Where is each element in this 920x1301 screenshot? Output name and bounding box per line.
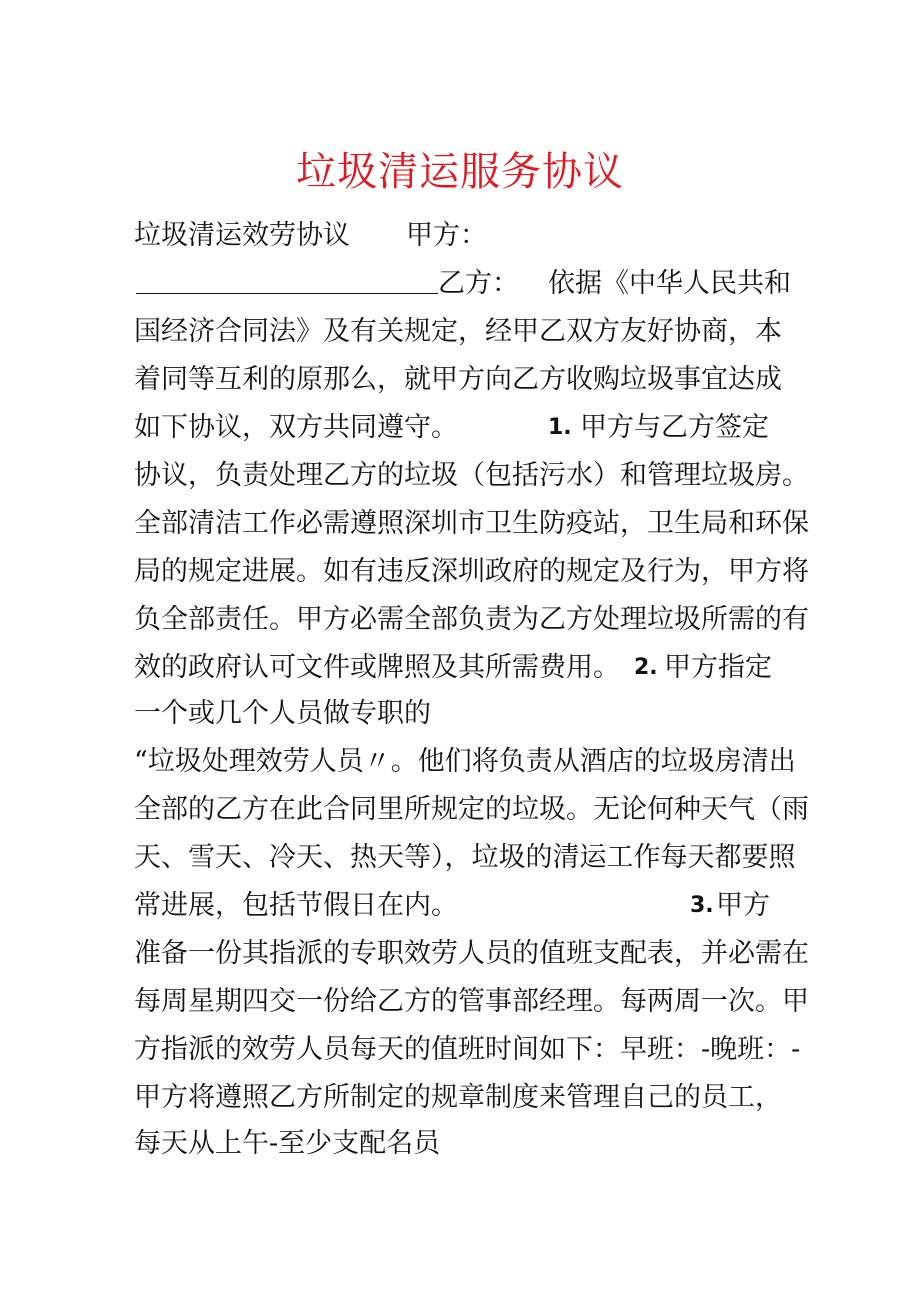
body-text: 甲方 <box>716 890 770 921</box>
body-line <box>134 408 794 448</box>
body-text: 每周星期四交一份给乙方的管事部经理。每两周一次。甲 <box>134 986 809 1017</box>
party-b-label: 乙方： <box>438 268 519 299</box>
clause-number: 3. <box>690 893 714 918</box>
body-line <box>134 648 794 688</box>
body-text: 局的规定进展。如有违反深圳政府的规定及行为，甲方将 <box>134 556 809 587</box>
body-text: 着同等互利的原那么，就甲方向乙方收购垃圾事宜达成 <box>134 364 782 395</box>
body-text: 如下协议，双方共同遵守。 <box>134 412 458 443</box>
body-text: 一个或几个人员做专职的 <box>134 698 431 729</box>
body-text: 常进展，包括节假日在内。 <box>134 890 458 921</box>
party-a-label: 甲方： <box>406 220 487 251</box>
body-text: 每天从上午-至少支配名员 <box>134 1128 441 1159</box>
body-text: 依据《中华人民共和 <box>548 268 791 299</box>
body-text: 国经济合同法》及有关规定，经甲乙双方友好协商，本 <box>134 316 782 347</box>
clause-number: 1. <box>548 415 572 440</box>
clause-number: 2. <box>634 655 658 680</box>
body-text: 甲方与乙方签定 <box>580 412 769 443</box>
body-text: 全部清洁工作必需遵照深圳市卫生防疫站，卫生局和环保 <box>134 508 809 539</box>
body-text: 效的政府认可文件或牌照及其所需费用。 <box>134 652 620 683</box>
body-line <box>134 886 794 926</box>
party-a-blank <box>136 267 438 294</box>
body-line <box>134 216 794 256</box>
body-text: 协议，负责处理乙方的垃圾（包括污水）和管理垃圾房。 <box>134 460 809 491</box>
body-text: “垃圾处理效劳人员〃。他们将负责从酒店的垃圾房清出 <box>134 746 796 777</box>
body-line <box>134 264 794 304</box>
body-text: 准备一份其指派的专职效劳人员的值班支配表，并必需在 <box>134 938 809 969</box>
agreement-name: 垃圾清运效劳协议 <box>134 220 350 251</box>
body-text: 负全部责任。甲方必需全部负责为乙方处理垃圾所需的有 <box>134 604 809 635</box>
body-text: 天、雪天、冷天、热天等），垃圾的清运工作每天都要照 <box>134 842 796 873</box>
body-text: 全部的乙方在此合同里所规定的垃圾。无论何种天气（雨 <box>134 794 809 825</box>
body-text: 甲方将遵照乙方所制定的规章制度来管理自己的员工， <box>134 1082 782 1113</box>
body-text: 甲方指定 <box>664 652 772 683</box>
body-text: 方指派的效劳人员每天的值班时间如下：早班：-晚班：- <box>134 1034 801 1065</box>
document-title: 垃圾清运服务协议 <box>296 149 624 195</box>
